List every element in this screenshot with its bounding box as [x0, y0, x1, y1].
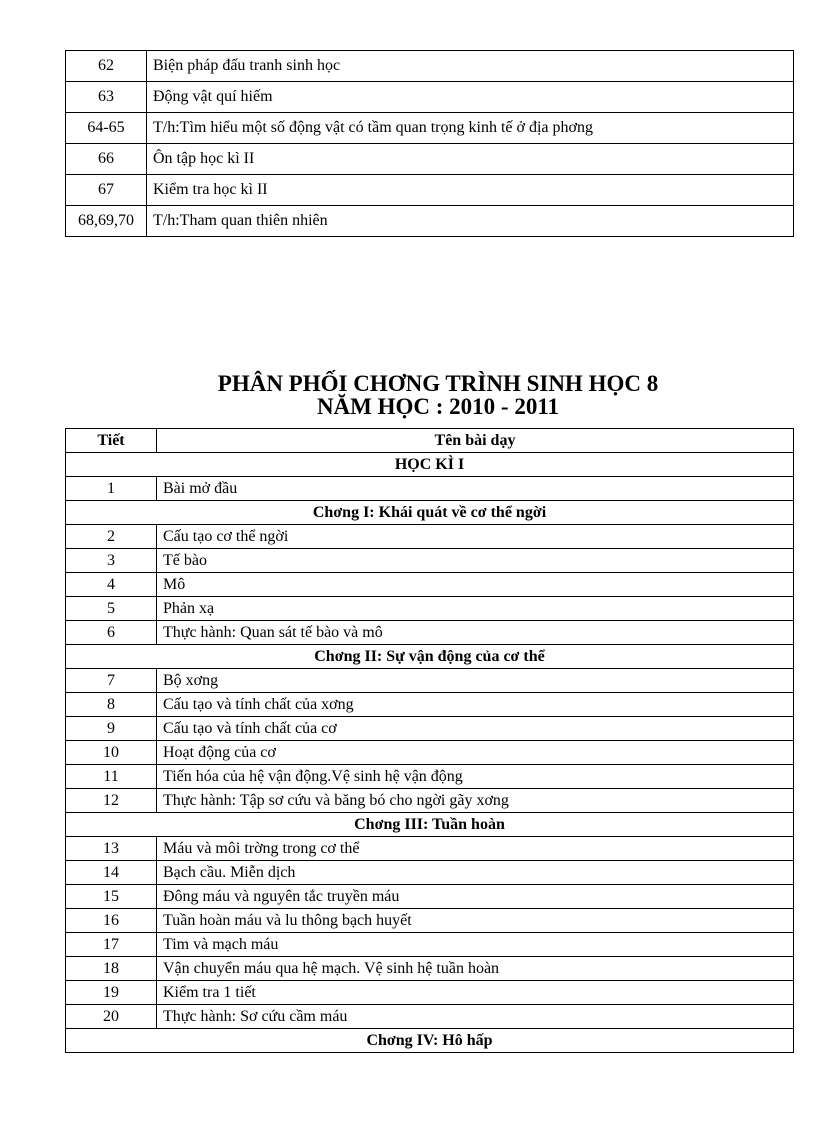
table-row [66, 175, 794, 206]
section-heading: Chơng IV: Hô hấp [66, 1029, 794, 1053]
lesson-name: Phản xạ [157, 597, 794, 621]
curriculum-table-body [66, 453, 794, 1053]
lesson-name: Đông máu và nguyên tắc truyền máu [157, 885, 794, 909]
lesson-number: 63 [66, 82, 147, 113]
table-row [66, 113, 794, 144]
lesson-name: Tế bào [157, 549, 794, 573]
lesson-name: Thực hành: Sơ cứu cầm máu [157, 1005, 794, 1029]
lesson-name: Tuần hoàn máu và lu thông bạch huyết [157, 909, 794, 933]
lesson-number: 2 [66, 525, 157, 549]
lesson-number: 66 [66, 144, 147, 175]
lesson-number: 10 [66, 741, 157, 765]
table-row [66, 789, 794, 813]
lesson-number: 18 [66, 957, 157, 981]
lesson-name: Cấu tạo cơ thể ngời [157, 525, 794, 549]
table-row [66, 861, 794, 885]
section-heading: Chơng I: Khái quát về cơ thể ngời [66, 501, 794, 525]
lesson-table-continued [65, 50, 794, 237]
table-row [66, 669, 794, 693]
table-row [66, 477, 794, 501]
lesson-name: Thực hành: Quan sát tế bào và mô [157, 621, 794, 645]
table-row [66, 837, 794, 861]
lesson-number: 14 [66, 861, 157, 885]
lesson-number: 20 [66, 1005, 157, 1029]
lesson-number: 4 [66, 573, 157, 597]
lesson-name: Vận chuyển máu qua hệ mạch. Vệ sinh hệ tuần hoàn [157, 957, 794, 981]
table-header-row [66, 429, 794, 453]
table-row [66, 621, 794, 645]
section-row [66, 813, 794, 837]
lesson-number: 7 [66, 669, 157, 693]
lesson-name: Bộ xơng [157, 669, 794, 693]
lesson-name: T/h:Tìm hiểu một số động vật có tầm quan trọng kinh tế ở địa phơng [147, 113, 794, 144]
table-row [66, 51, 794, 82]
lesson-number: 1 [66, 477, 157, 501]
table-row [66, 717, 794, 741]
lesson-name: T/h:Tham quan thiên nhiên [147, 206, 794, 237]
table-row [66, 909, 794, 933]
lesson-name: Thực hành: Tập sơ cứu và băng bó cho ngời gãy xơng [157, 789, 794, 813]
page-title-line-2: NĂM HỌC : 2010 - 2011 [316, 394, 560, 419]
table-row [66, 525, 794, 549]
lesson-name: Tim và mạch máu [157, 933, 794, 957]
lesson-number: 68,69,70 [66, 206, 147, 237]
section-row [66, 501, 794, 525]
lesson-number: 16 [66, 909, 157, 933]
lesson-number: 9 [66, 717, 157, 741]
table-row [66, 741, 794, 765]
section-row [66, 1029, 794, 1053]
table-row [66, 981, 794, 1005]
lesson-name: Biện pháp đấu tranh sinh học [147, 51, 794, 82]
lesson-number: 62 [66, 51, 147, 82]
lesson-name: Động vật quí hiếm [147, 82, 794, 113]
lesson-number: 11 [66, 765, 157, 789]
table-row [66, 144, 794, 175]
lesson-name: Mô [157, 573, 794, 597]
table-row [66, 1005, 794, 1029]
lesson-number: 8 [66, 693, 157, 717]
lesson-name: Bài mở đầu [157, 477, 794, 501]
table-row [66, 206, 794, 237]
lesson-number: 6 [66, 621, 157, 645]
section-row [66, 453, 794, 477]
table-row [66, 933, 794, 957]
lesson-name: Cấu tạo và tính chất của cơ [157, 717, 794, 741]
table-row [66, 957, 794, 981]
section-row [66, 645, 794, 669]
lesson-name: Máu và môi trờng trong cơ thể [157, 837, 794, 861]
section-heading: Chơng III: Tuần hoàn [66, 813, 794, 837]
lesson-number: 17 [66, 933, 157, 957]
header-lesson-number: Tiết [66, 429, 157, 453]
table-row [66, 573, 794, 597]
lesson-number: 3 [66, 549, 157, 573]
header-lesson-name: Tên bài dạy [157, 429, 794, 453]
lesson-name: Cấu tạo và tính chất của xơng [157, 693, 794, 717]
lesson-table-continued-body [66, 51, 794, 237]
lesson-name: Ôn tập học kì II [147, 144, 794, 175]
section-heading: HỌC KÌ I [66, 453, 794, 477]
table-row [66, 549, 794, 573]
lesson-number: 12 [66, 789, 157, 813]
table-row [66, 885, 794, 909]
curriculum-table [65, 428, 794, 1053]
lesson-name: Bạch cầu. Miễn dịch [157, 861, 794, 885]
section-heading: Chơng II: Sự vận động của cơ thể [66, 645, 794, 669]
table-row [66, 693, 794, 717]
lesson-number: 13 [66, 837, 157, 861]
table-row [66, 765, 794, 789]
lesson-name: Hoạt động của cơ [157, 741, 794, 765]
lesson-number: 5 [66, 597, 157, 621]
lesson-name: Kiểm tra học kì II [147, 175, 794, 206]
table-row [66, 82, 794, 113]
lesson-number: 67 [66, 175, 147, 206]
lesson-name: Tiến hóa của hệ vận động.Vệ sinh hệ vận động [157, 765, 794, 789]
lesson-number: 19 [66, 981, 157, 1005]
lesson-number: 15 [66, 885, 157, 909]
lesson-name: Kiểm tra 1 tiết [157, 981, 794, 1005]
page-title-line-1: PHÂN PHỐI CHƠNG TRÌNH SINH HỌC 8 [217, 371, 659, 396]
lesson-number: 64-65 [66, 113, 147, 144]
table-row [66, 597, 794, 621]
